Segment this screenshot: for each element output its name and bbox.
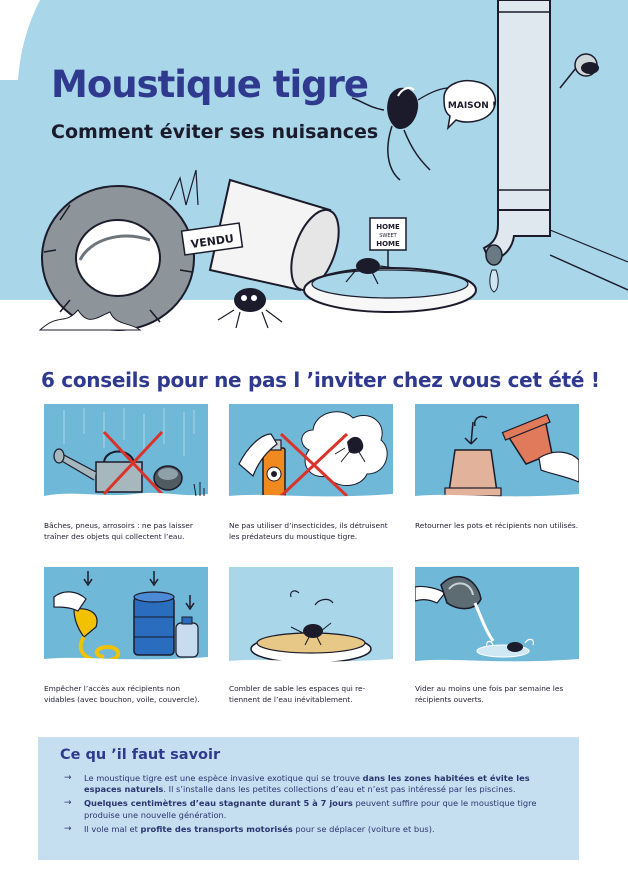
- tip-card-insecticides: [229, 404, 393, 542]
- barrel-icon: [44, 567, 208, 667]
- hero-scene: [0, 0, 628, 352]
- tip-illustration: [229, 567, 393, 667]
- tip-illustration: [229, 404, 393, 504]
- hero-illustration: [0, 0, 628, 352]
- info-item: [62, 798, 567, 820]
- tip-card-tarps: [44, 404, 208, 542]
- info-title: Ce qu ’il faut savoir: [60, 747, 221, 763]
- tip-caption: Vider au moins une fois par semaine les récipients ouverts.: [415, 684, 564, 704]
- tip-illustration: [44, 404, 208, 504]
- info-text: peuvent suffire pour que le moustique tigre produise une nouvelle génération.: [84, 798, 537, 820]
- tip-card-covers: [44, 567, 208, 705]
- info-text: . Il s’installe dans les petites collections d’eau et n’est pas intéressé par les piscines.: [163, 784, 516, 795]
- info-item: [62, 824, 567, 835]
- page-subtitle: Comment éviter ses nuisances: [51, 121, 379, 143]
- arrow-icon: →: [64, 773, 72, 783]
- page-title: Moustique tigre: [51, 63, 368, 106]
- sign-home-line3: HOME: [376, 240, 400, 248]
- tip-caption: Empêcher l’accès aux récipients non vidables (avec bouchon, voile, couvercle).: [44, 684, 200, 704]
- info-text: pour se déplacer (voiture et bus).: [292, 823, 435, 834]
- emptying-container-icon: [415, 567, 579, 667]
- tip-card-pots: [415, 404, 579, 531]
- tips-heading: 6 conseils pour ne pas l ’inviter chez vous cet été !: [41, 368, 600, 392]
- sign-home-line1: HOME: [376, 223, 400, 231]
- arrow-icon: →: [64, 823, 72, 834]
- sign-vendu-text: VENDU: [190, 232, 235, 251]
- tip-card-sand: [229, 567, 393, 705]
- arrow-icon: →: [64, 798, 72, 809]
- info-item: [62, 773, 567, 795]
- tip-illustration: [415, 567, 579, 667]
- speech-bubble-text: MAISON !: [447, 101, 497, 111]
- info-box: [38, 737, 579, 860]
- info-text: Le moustique tigre est une espèce invasive exotique qui se trouve: [84, 773, 363, 783]
- tip-caption: Combler de sable les espaces qui re- tiennent de l’eau inévitablement.: [229, 684, 366, 704]
- tip-caption: Ne pas utiliser d’insecticides, ils détruisent les prédateurs du moustique tigre.: [229, 521, 388, 541]
- tip-caption: Bâches, pneus, arrosoirs : ne pas laisser traîner des objets qui collectent l’eau.: [44, 521, 193, 541]
- tip-caption: Retourner les pots et récipients non utilisés.: [415, 521, 579, 530]
- info-text-bold: profite des transports motorisés: [140, 823, 293, 834]
- info-text: Il vole mal et: [84, 823, 141, 834]
- info-list: [62, 773, 567, 838]
- flower-pot-icon: [415, 404, 579, 504]
- saucer-sand-icon: [229, 567, 393, 667]
- tip-illustration: [44, 567, 208, 667]
- info-text-bold: Quelques centimètres d’eau stagnante durant 5 à 7 jours: [84, 798, 353, 809]
- tip-illustration: [415, 404, 579, 504]
- sign-home-line2: SWEET: [379, 233, 397, 239]
- insecticide-spray-icon: [229, 404, 393, 504]
- tip-card-empty: [415, 567, 579, 705]
- watering-can-icon: [44, 404, 208, 504]
- info-text-bold: dans les zones habitées et évite les espaces naturels: [84, 773, 530, 795]
